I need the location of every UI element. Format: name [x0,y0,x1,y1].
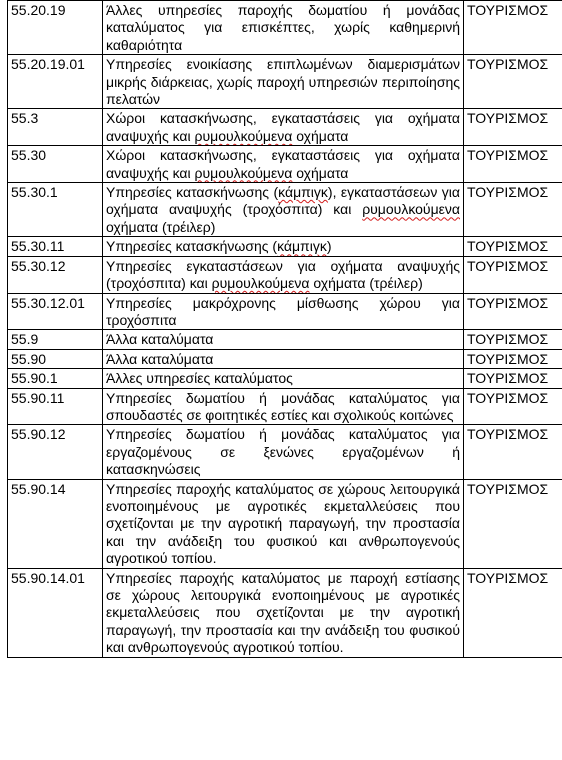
table-row [8,479,562,568]
activity-code: 55.20.19 [8,1,103,55]
spellcheck-flagged-word: ρυμουλκούμενα [194,164,293,181]
activity-description [103,349,464,368]
description-text: ), εγκαταστάσεων για οχήματα αναψυχής (τροχόσπιτα) και [106,184,460,218]
activity-code: 55.30 [8,146,103,183]
description-text: Υπηρεσίες κατασκήνωσης ( [106,238,278,255]
table-row [8,55,562,109]
activity-code: 55.30.11 [8,237,103,256]
activity-description [103,568,464,657]
activity-code: 55.90.1 [8,369,103,388]
category-label: ΤΟΥΡΙΣΜΟΣ [464,369,562,388]
table-row [8,293,562,330]
description-text: οχήματα [292,164,349,181]
category-label: ΤΟΥΡΙΣΜΟΣ [464,293,562,330]
table-row [8,183,562,237]
activity-code: 55.90 [8,349,103,368]
spellcheck-flagged-word: κάμπιγκ [278,184,328,201]
activity-codes-table [7,0,562,658]
activity-description [103,1,464,55]
description-text: Άλλες υπηρεσίες παροχής δωματίου ή μονάδας καταλύματος για επισκέπτες, χωρίς καθημερινή καθαριότητα [106,2,460,53]
description-text: Υπηρεσίες κατασκήνωσης ( [106,184,279,201]
activity-description [103,369,464,388]
table-row [8,256,562,293]
spellcheck-flagged-word: κάμπιγκ [277,238,327,255]
category-label: ΤΟΥΡΙΣΜΟΣ [464,237,562,256]
activity-code: 55.30.12 [8,256,103,293]
category-label: ΤΟΥΡΙΣΜΟΣ [464,256,562,293]
activity-code: 55.3 [8,109,103,146]
activity-code: 55.30.1 [8,183,103,237]
description-text: Χώροι κατασκήνωσης, εγκαταστάσεις για οχήματα αναψυχής και [106,110,460,144]
activity-code: 55.30.12.01 [8,293,103,330]
spellcheck-flagged-word: ρυμουλκούμενα [211,275,310,292]
table-row [8,388,562,425]
category-label: ΤΟΥΡΙΣΜΟΣ [464,479,562,568]
activity-description [103,55,464,109]
category-label: ΤΟΥΡΙΣΜΟΣ [464,109,562,146]
activity-description [103,146,464,183]
category-label: ΤΟΥΡΙΣΜΟΣ [464,388,562,425]
table-body [8,1,562,658]
description-text: Υπηρεσίες παροχής καταλύματος με παροχή εστίασης σε χώρους λειτουργικά ενοποιημένους με αγροτικές εκμεταλλεύσεις που σχετίζονται με την αγροτική παραγωγή, την προστασία και την ανάδειξη του φυσικού και ανθρωπογενούς αγροτικού τοπίου. [106,569,460,656]
description-text: Άλλα καταλύματα [106,350,214,367]
category-label: ΤΟΥΡΙΣΜΟΣ [464,568,562,657]
activity-description [103,425,464,479]
description-text: Υπηρεσίες μακρόχρονης μίσθωσης χώρου για τροχόσπιτα [106,294,460,328]
table-row [8,237,562,256]
activity-code: 55.90.12 [8,425,103,479]
category-label: ΤΟΥΡΙΣΜΟΣ [464,55,562,109]
description-text: Υπηρεσίες εγκαταστάσεων για οχήματα αναψυχής (τροχόσπιτα) και [106,257,460,292]
category-label: ΤΟΥΡΙΣΜΟΣ [464,349,562,368]
table-row [8,349,562,368]
description-text: οχήματα (τρέιλερ) [309,275,423,292]
category-label: ΤΟΥΡΙΣΜΟΣ [464,1,562,55]
activity-description [103,330,464,349]
table-row [8,146,562,183]
description-text: Υπηρεσίες ενοικίασης επιπλωμένων διαμερισμάτων μικρής διάρκειας, χωρίς παροχή υπηρεσιών περιποίησης πελατών [106,56,460,108]
activity-code: 55.20.19.01 [8,55,103,109]
description-text: Υπηρεσίες παροχής καταλύματος σε χώρους λειτουργικά ενοποιημένους με αγροτικές εκμεταλλεύσεις που σχετίζονται με την αγροτική παραγωγή, την προστασία και την ανάδειξη του φυσικού και ανθρωπογενούς αγροτικού τοπίου. [106,480,460,567]
description-text: Υπηρεσίες δωματίου ή μονάδας καταλύματος για σπουδαστές σε φοιτητικές εστίες και σχολικούς κοιτώνες [106,389,460,423]
activity-description [103,293,464,330]
activity-description [103,479,464,568]
description-text: Υπηρεσίες δωματίου ή μονάδας καταλύματος για εργαζομένους σε ξενώνες εργαζομένων ή κατασκηνώσεις [106,426,460,478]
category-label: ΤΟΥΡΙΣΜΟΣ [464,146,562,183]
description-text: Χώροι κατασκήνωσης, εγκαταστάσεις για οχήματα αναψυχής και [106,147,460,181]
table-row [8,109,562,146]
description-text: ) [326,238,332,255]
table-row [8,330,562,349]
category-label: ΤΟΥΡΙΣΜΟΣ [464,425,562,479]
table-row [8,568,562,657]
spellcheck-flagged-word: ρυμουλκούμενα [194,127,293,144]
spellcheck-flagged-word: ρυμουλκούμενα [362,201,460,218]
description-text: Άλλες υπηρεσίες καταλύματος [106,370,293,387]
category-label: ΤΟΥΡΙΣΜΟΣ [464,183,562,237]
activity-description [103,109,464,146]
table-row [8,369,562,388]
activity-description [103,183,464,237]
description-text: Άλλα καταλύματα [106,331,214,348]
activity-code: 55.90.14.01 [8,568,103,657]
description-text: οχήματα (τρέιλερ) [106,218,216,235]
activity-code: 55.90.14 [8,479,103,568]
activity-code: 55.9 [8,330,103,349]
table-row [8,1,562,55]
table-row [8,425,562,479]
activity-description [103,388,464,425]
activity-code: 55.90.11 [8,388,103,425]
description-text: οχήματα [292,127,349,144]
activity-description [103,256,464,293]
category-label: ΤΟΥΡΙΣΜΟΣ [464,330,562,349]
activity-description [103,237,464,256]
